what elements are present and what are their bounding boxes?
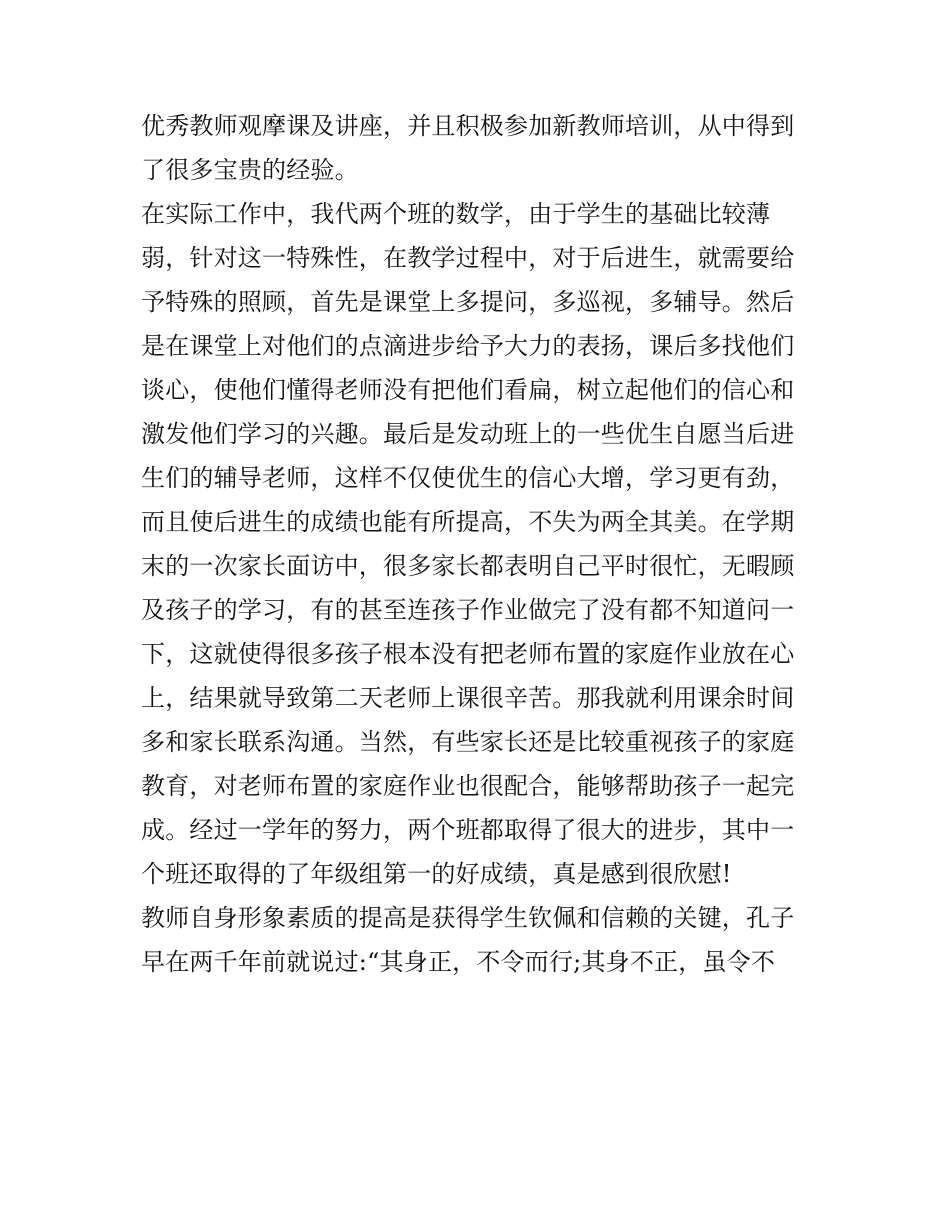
text-line: 末的一次家长面访中，很多家长都表明自己平时很忙，无暇顾: [141, 552, 795, 580]
text-line: 了很多宝贵的经验。: [141, 156, 359, 184]
text-line: 生们的辅导老师，这样不仅使优生的信心大增，学习更有劲，: [141, 464, 795, 492]
text-line: 在实际工作中，我代两个班的数学，由于学生的基础比较薄: [141, 200, 771, 228]
text-line: 下，这就使得很多孩子根本没有把老师布置的家庭作业放在心: [141, 640, 795, 668]
text-line: 成。经过一学年的努力，两个班都取得了很大的进步，其中一: [141, 816, 795, 844]
text-line: 是在课堂上对他们的点滴进步给予大力的表扬，课后多找他们: [141, 332, 795, 360]
text-line: 早在两千年前就说过:“其身正，不令而行;其身不正，虽令不: [141, 948, 776, 976]
text-line: 而且使后进生的成绩也能有所提高，不失为两全其美。在学期: [141, 508, 795, 536]
text-line: 多和家长联系沟通。当然，有些家长还是比较重视孩子的家庭: [141, 728, 795, 756]
text-line: 教育，对老师布置的家庭作业也很配合，能够帮助孩子一起完: [141, 772, 795, 800]
text-line: 激发他们学习的兴趣。最后是发动班上的一些优生自愿当后进: [141, 420, 795, 448]
text-line: 教师自身形象素质的提高是获得学生钦佩和信赖的关键，孔子: [141, 904, 795, 932]
text-line: 弱，针对这一特殊性，在教学过程中，对于后进生，就需要给: [141, 244, 795, 272]
text-line: 及孩子的学习，有的甚至连孩子作业做完了没有都不知道问一: [141, 596, 795, 624]
text-line: 予特殊的照顾，首先是课堂上多提问，多巡视，多辅导。然后: [141, 288, 795, 316]
text-line: 个班还取得的了年级组第一的好成绩，真是感到很欣慰!: [141, 860, 732, 888]
text-line: 谈心，使他们懂得老师没有把他们看扁，树立起他们的信心和: [141, 376, 795, 404]
text-line: 优秀教师观摩课及讲座，并且积极参加新教师培训，从中得到: [141, 112, 795, 140]
body-text: [141, 104, 821, 984]
text-line: 上，结果就导致第二天老师上课很辛苦。那我就利用课余时间: [141, 684, 795, 712]
